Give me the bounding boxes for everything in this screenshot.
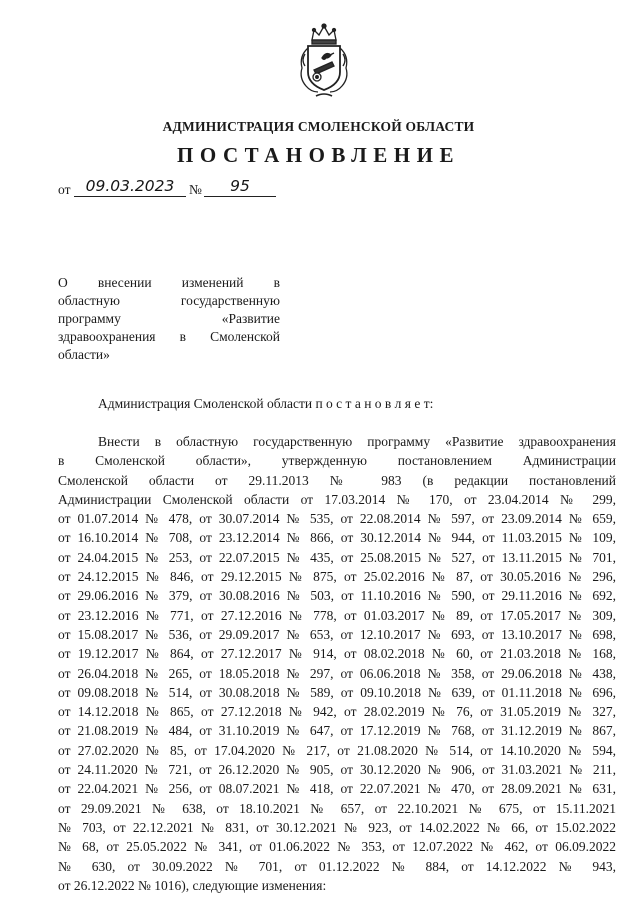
body-line: от 09.08.2018 № 514, от 30.08.2018 № 589, от 09.10.2018 № 639, от 01.11.2018 № 696, [58, 684, 616, 700]
body-line: от 24.04.2015 № 253, от 22.07.2015 № 435, от 25.08.2015 № 527, от 13.11.2015 № 701, [58, 549, 616, 565]
body-line: от 24.11.2020 № 721, от 26.12.2020 № 905, от 30.12.2020 № 906, от 31.03.2021 № 211, [58, 762, 616, 778]
subject-line: области» [58, 347, 110, 362]
body-line: от 27.02.2020 № 85, от 17.04.2020 № 217, от 21.08.2020 № 514, от 14.10.2020 № 594, [58, 742, 616, 758]
document-subject [58, 274, 280, 364]
body-line: от 19.12.2017 № 864, от 27.12.2017 № 914, от 08.02.2018 № 60, от 21.03.2018 № 168, [58, 646, 616, 662]
date-label: от [58, 182, 71, 197]
number-label: № [189, 182, 202, 197]
handwritten-date: 09.03.2023 [74, 176, 186, 197]
body-line: от 22.04.2021 № 256, от 08.07.2021 № 418, от 22.07.2021 № 470, от 28.09.2021 № 631, [58, 781, 616, 797]
body-line: Внести в областную государственную программу «Развитие здравоохранения [98, 434, 616, 449]
organization-title: АДМИНИСТРАЦИЯ СМОЛЕНСКОЙ ОБЛАСТИ [162, 119, 475, 134]
subject-line: областную государственную [58, 293, 280, 308]
body-line: от 16.10.2014 № 708, от 23.12.2014 № 866, от 30.12.2014 № 944, от 11.03.2015 № 109, [58, 530, 616, 546]
body-line: № 630, от 30.09.2022 № 701, от 01.12.2022 № 884, от 14.12.2022 № 943, [58, 858, 616, 874]
handwritten-number: 95 [204, 176, 276, 197]
body-line: от 23.12.2016 № 771, от 27.12.2016 № 778, от 01.03.2017 № 89, от 17.05.2017 № 309, [58, 607, 616, 623]
body-line: Смоленской области от 29.11.2013 № 983 (в редакции постановлений [58, 472, 616, 488]
body-line: в Смоленской области», утвержденную постановлением Администрации [58, 453, 616, 469]
subject-line: программу «Развитие [58, 311, 280, 326]
body-line: от 29.06.2016 № 379, от 30.08.2016 № 503, от 11.10.2016 № 590, от 29.11.2016 № 692, [58, 588, 616, 604]
body-line: от 24.12.2015 № 846, от 29.12.2015 № 875, от 25.02.2016 № 87, от 30.05.2016 № 296, [58, 569, 616, 585]
subject-line: здравоохранения в Смоленской [58, 329, 280, 344]
body-line: от 26.04.2018 № 265, от 18.05.2018 № 297, от 06.06.2018 № 358, от 29.06.2018 № 438, [58, 665, 616, 681]
subject-line: О внесении изменений в [58, 275, 280, 290]
body-line: от 26.12.2022 № 1016), следующие изменения: [58, 877, 327, 893]
body-line: от 01.07.2014 № 478, от 30.07.2014 № 535, от 22.08.2014 № 597, от 23.09.2014 № 659, [58, 511, 616, 527]
body-line: Администрации Смоленской области от 17.03.2014 № 170, от 23.04.2014 № 299, [58, 491, 616, 507]
body-line: от 15.08.2017 № 536, от 29.09.2017 № 653, от 12.10.2017 № 693, от 13.10.2017 № 698, [58, 626, 616, 642]
decree-statement: Администрация Смоленской области п о с т а н о в л я е т: [98, 396, 434, 411]
body-line: от 14.12.2018 № 865, от 27.12.2018 № 942, от 28.02.2019 № 76, от 31.05.2019 № 327, [58, 704, 616, 720]
body-line: № 68, от 25.05.2022 № 341, от 01.06.2022 № 353, от 12.07.2022 № 462, от 06.09.2022 [58, 839, 616, 855]
smolensk-coat-of-arms-icon [296, 22, 352, 98]
body-line: № 703, от 22.12.2021 № 831, от 30.12.2021 № 923, от 14.02.2022 № 66, от 15.02.2022 [58, 819, 616, 835]
body-line: от 21.08.2019 № 484, от 31.10.2019 № 647, от 17.12.2019 № 768, от 31.12.2019 № 867, [58, 723, 616, 739]
document-body [58, 432, 616, 895]
document-type-heading: ПОСТАНОВЛЕНИЕ [177, 143, 460, 167]
body-line: от 29.09.2021 № 638, от 18.10.2021 № 657, от 22.10.2021 № 675, от 15.11.2021 [58, 800, 616, 816]
